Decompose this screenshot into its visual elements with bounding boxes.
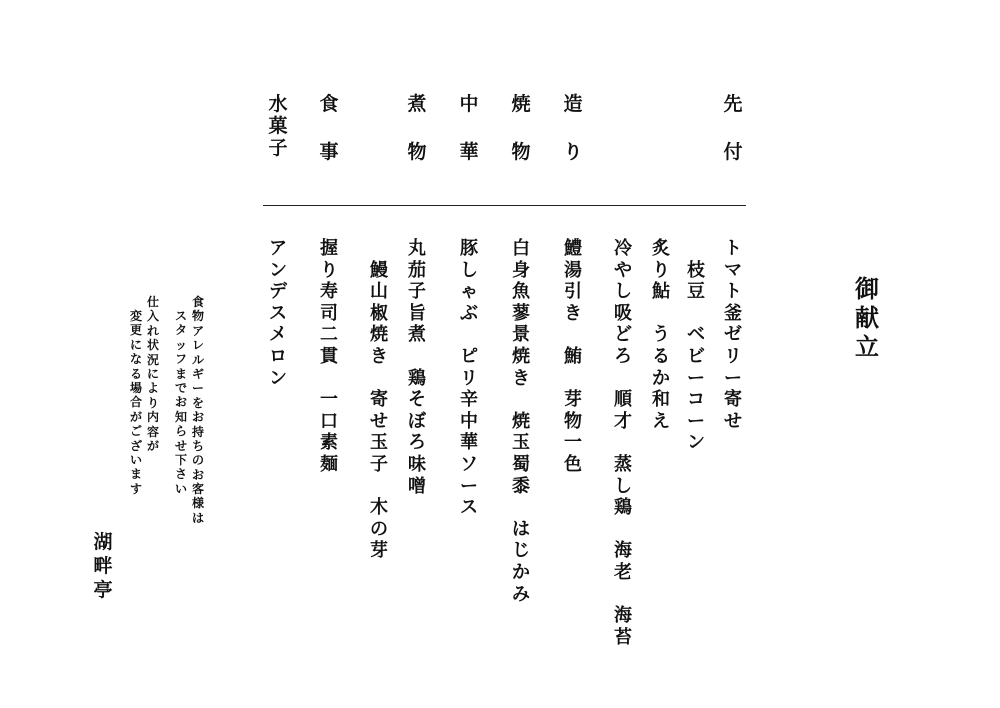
note-line: ス タ ッ フ ま で お 知 ら せ 下 さ い [174, 309, 187, 496]
dish-line: ア ン デ ス メ ロ ン [269, 238, 287, 389]
course-char-bottom: 華 [459, 141, 479, 163]
dish-line: 豚 し ゃ ぶ ピ リ 辛 中 華 ソ ー ス [460, 238, 478, 519]
dish-line: 冷 や し 吸 ど ろ 順 才 蒸 し 鶏 海 老 海 苔 [614, 238, 632, 648]
course-char-top: 造 [563, 93, 583, 115]
dish-line: 枝 豆 ベ ビ ー コ ー ン [687, 259, 705, 454]
note-line: 食 物 ア レ ル ギ ー を お 持 ち の お 客 様 は [191, 295, 204, 525]
course-char-bottom: 付 [723, 141, 743, 163]
dish-line: 鰻 山 椒 焼 き 寄 せ 玉 子 木 の 芽 [370, 259, 388, 562]
note-line: 変 更 に な る 場 合 が ご ざ い ま す [129, 309, 142, 496]
course-heading [458, 95, 480, 165]
divider-line [263, 205, 746, 206]
course-char-top: 煮 [407, 93, 427, 115]
course-char-bottom: 事 [319, 141, 339, 163]
course-heading [406, 95, 428, 165]
shop-name: 湖 畔 亭 [93, 531, 113, 601]
course-heading [318, 95, 340, 165]
dish-line: 握 り 寿 司 二 貫 一 口 素 麺 [320, 238, 338, 475]
course-char-top: 中 [459, 93, 479, 115]
dish-line: 鱧 湯 引 き 鮪 芽 物 一 色 [564, 238, 582, 475]
course-heading [562, 95, 584, 165]
dish-line: 炙 り 鮎 う る か 和 え [652, 238, 670, 432]
course-heading: 水 菓 子 [268, 93, 288, 159]
menu-title: 御 献 立 [855, 274, 879, 361]
course-char-bottom: 物 [511, 141, 531, 163]
dish-line: 白 身 魚 蓼 景 焼 き 焼 玉 蜀 黍 は じ か み [512, 238, 530, 605]
course-char-bottom: り [563, 141, 583, 163]
dish-line: ト マ ト 釜 ゼ リ ー 寄 せ [724, 238, 742, 432]
course-heading [722, 95, 744, 165]
course-char-bottom: 物 [407, 141, 427, 163]
course-char-top: 先 [723, 93, 743, 115]
dish-line: 丸 茄 子 旨 煮 鶏 そ ぼ ろ 味 噌 [408, 238, 426, 497]
note-line: 仕 入 れ 状 況 に よ り 内 容 が [146, 295, 159, 453]
course-char-top: 焼 [511, 93, 531, 115]
course-char-top: 食 [319, 93, 339, 115]
course-heading [510, 95, 532, 165]
